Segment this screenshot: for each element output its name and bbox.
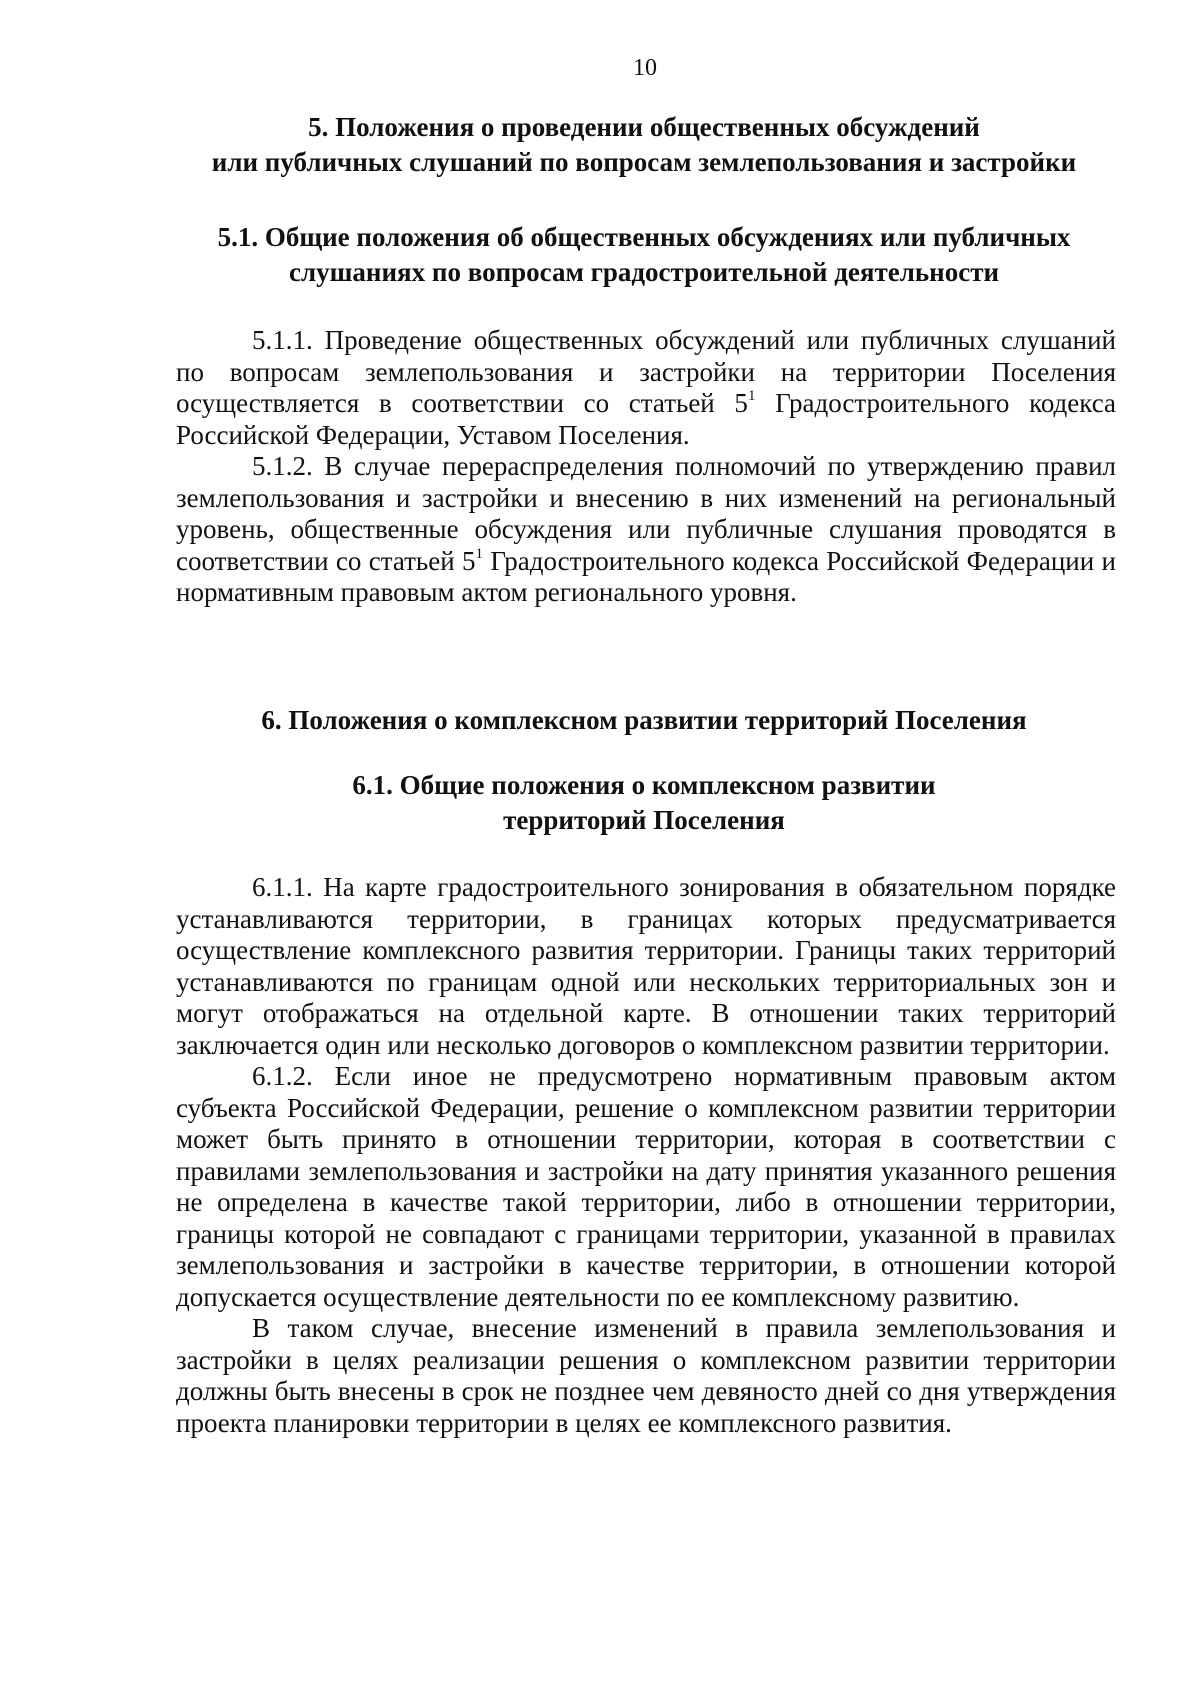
section-5-heading-line2: или публичных слушаний по вопросам землепользования и застройки (211, 147, 1077, 177)
section-5-1-heading-line2: слушаниях по вопросам градостроительной деятельности (288, 257, 1000, 287)
section-6-1-heading-line1: 6.1. Общие положения о комплексном развитии (352, 770, 936, 800)
paragraph-5-1-2-text: 5.1.2. В случае перераспределения полномочий по утверждению правил землепользования и застройки и внесению в них изменений на региональный уровень, общественные обсуждения или публичные слушания проводятся в соответствии со статьей 5 (176, 451, 1116, 576)
section-5-1-body (176, 325, 1116, 609)
paragraph-6-1-3: В таком случае, внесение изменений в правила землепользования и застройки в целях реализации решения о комплексном развитии территории должны быть внесены в срок не позднее чем девяносто дней со дня утверждения проекта планировки территории в целях ее комплексного развития. (176, 1313, 1116, 1438)
paragraph-5-1-1-text: 5.1.1. Проведение общественных обсуждений или публичных слушаний по вопросам землепользования и застройки на территории Поселения осуществляется в соответствии со статьей 5 (176, 325, 1116, 418)
paragraph-6-1-1: 6.1.1. На карте градостроительного зонирования в обязательном порядке устанавливаются территории, в границах которых предусматривается осуществление комплексного развития территории. Границы таких территорий устанавливаются по границам одной или нескольких территориальных зон и могут отображаться на отдельной карте. В отношении таких территорий заключается один или несколько договоров о комплексном развитии территории. (176, 872, 1116, 1060)
section-6-1-heading (170, 768, 1118, 838)
section-5-heading (170, 110, 1118, 180)
superscript: 1 (475, 545, 484, 562)
section-5-1-heading (170, 220, 1118, 290)
paragraph-5-1-1 (176, 325, 1116, 451)
paragraph-5-1-2-text-end: Градостроительного кодекса Российской Федерации и нормативным правовым актом регионального уровня. (176, 545, 1116, 607)
section-5-1-heading-line1: 5.1. Общие положения об общественных обсуждениях или публичных (217, 222, 1071, 252)
paragraph-6-1-2: 6.1.2. Если иное не предусмотрено нормативным правовым актом субъекта Российской Федерации, решение о комплексном развитии территории может быть принято в отношении территории, которая в соответствии с правилами землепользования и застройки на дату принятия указанного решения не определена в качестве такой территории, либо в отношении территории, границы которой не совпадают с границами территории, указанной в правилах землепользования и застройки в качестве территории, в отношении которой допускается осуществление деятельности по ее комплексному развитию. (176, 1061, 1116, 1312)
paragraph-5-1-1-text-end: Градостроительного кодекса Российской Федерации, Уставом Поселения. (176, 388, 1116, 450)
paragraph-5-1-2 (176, 451, 1116, 609)
section-6-heading: 6. Положения о комплексном развитии территорий Поселения (261, 705, 1027, 735)
section-6-1-body (176, 872, 1116, 1439)
section-5-heading-line1: 5. Положения о проведении общественных обсуждений (308, 112, 980, 142)
superscript: 1 (747, 388, 756, 404)
section-6-1-heading-line2: территорий Поселения (503, 805, 785, 835)
page-number: 10 (633, 55, 657, 81)
